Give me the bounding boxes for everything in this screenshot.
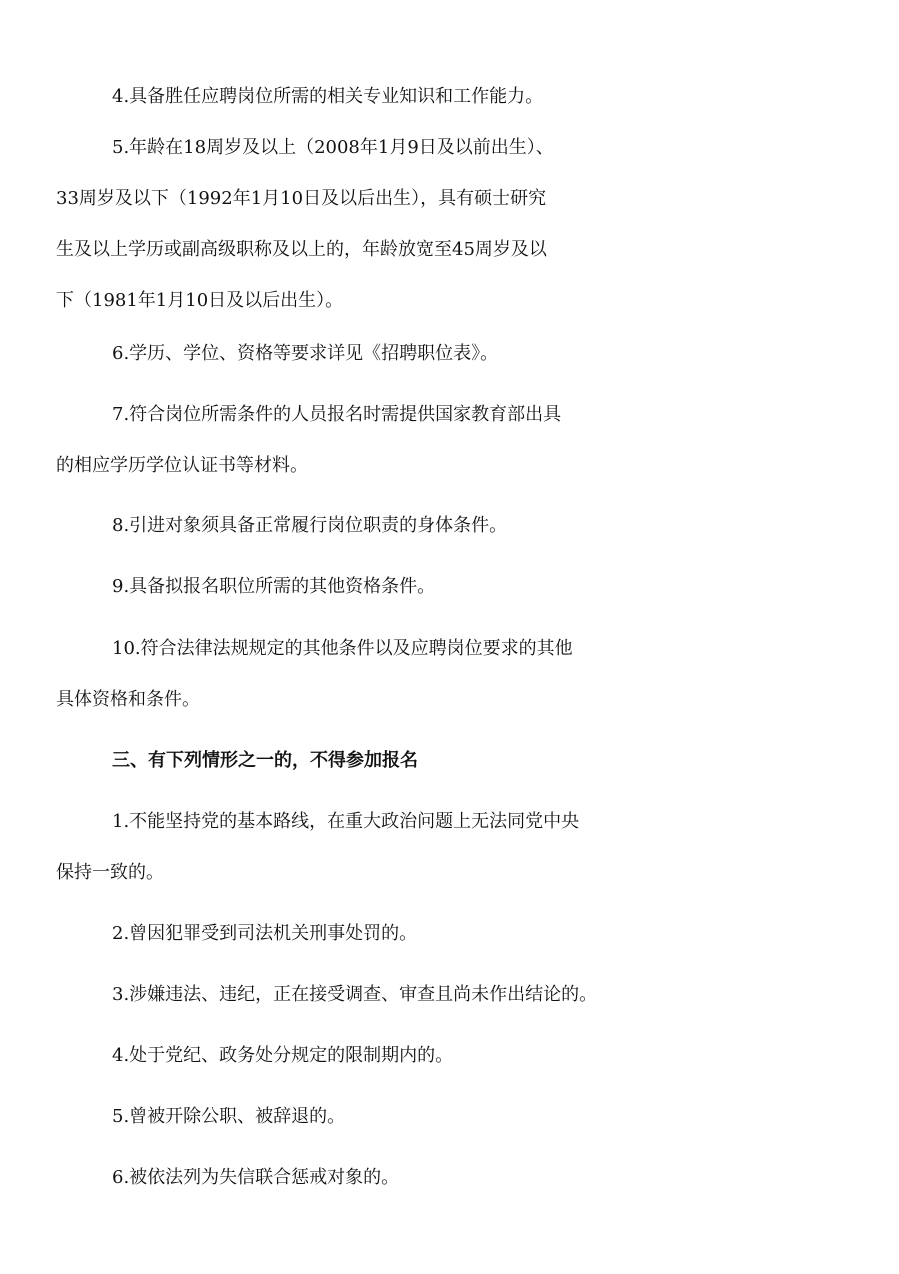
text-line: 5.曾被开除公职、被辞退的。 xyxy=(112,1106,346,1127)
text-line: 6.学历、学位、资格等要求详见《招聘职位表》。 xyxy=(112,343,499,364)
text-line: 9.具备拟报名职位所需的其他资格条件。 xyxy=(112,576,436,597)
text-line: 4.具备胜任应聘岗位所需的相关专业知识和工作能力。 xyxy=(112,86,544,107)
text-line: 10.符合法律法规规定的其他条件以及应聘岗位要求的其他 xyxy=(112,638,573,659)
text-line: 生及以上学历或副高级职称及以上的，年龄放宽至45周岁及以 xyxy=(56,239,547,260)
text-line: 1.不能坚持党的基本路线，在重大政治问题上无法同党中央 xyxy=(112,811,580,832)
text-line: 4.处于党纪、政务处分规定的限制期内的。 xyxy=(112,1045,454,1066)
text-line: 33周岁及以下（1992年1月10日及以后出生），具有硕士研究 xyxy=(56,188,547,209)
text-line: 2.曾因犯罪受到司法机关刑事处罚的。 xyxy=(112,923,418,944)
text-line: 3.涉嫌违法、违纪，正在接受调查、审查且尚未作出结论的。 xyxy=(112,984,598,1005)
text-line: 保持一致的。 xyxy=(56,862,164,883)
text-line: 下（1981年1月10日及以后出生）。 xyxy=(56,290,344,311)
text-line: 8.引进对象须具备正常履行岗位职责的身体条件。 xyxy=(112,515,508,536)
text-line: 5.年龄在18周岁及以上（2008年1月9日及以前出生）、 xyxy=(112,137,554,158)
text-line: 6.被依法列为失信联合惩戒对象的。 xyxy=(112,1167,400,1188)
text-line: 7.符合岗位所需条件的人员报名时需提供国家教育部出具 xyxy=(112,404,562,425)
text-line: 具体资格和条件。 xyxy=(56,689,200,710)
text-line: 的相应学历学位认证书等材料。 xyxy=(56,455,308,476)
section-heading: 三、有下列情形之一的，不得参加报名 xyxy=(112,750,418,771)
